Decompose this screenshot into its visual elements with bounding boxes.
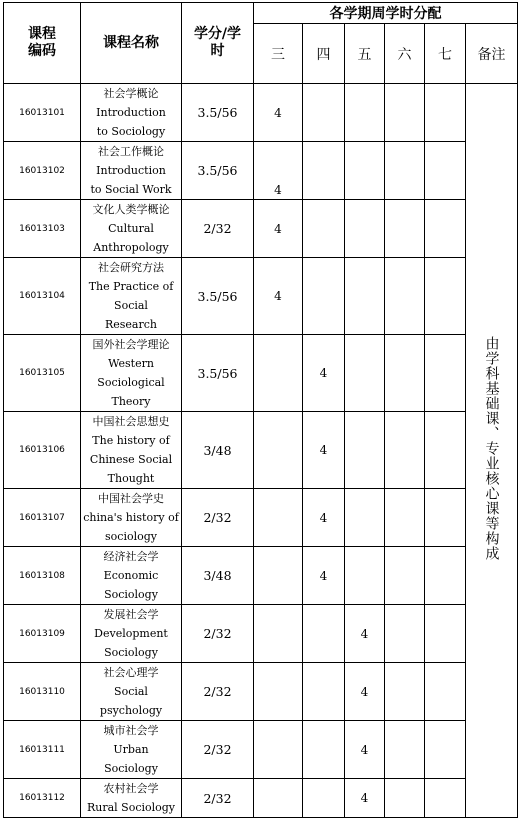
table-row — [4, 142, 518, 200]
course-credit: 3/48 — [182, 547, 254, 605]
course-credit: 2/32 — [182, 489, 254, 547]
course-name-cn: 社会工作概论 — [98, 145, 164, 158]
course-credit: 2/32 — [182, 779, 254, 818]
course-name — [81, 721, 182, 779]
course-code: 16013106 — [4, 412, 81, 489]
semester-hours-3 — [254, 721, 303, 779]
course-name — [81, 605, 182, 663]
header-semester-7: 七 — [425, 24, 466, 84]
semester-hours-6 — [385, 200, 425, 258]
semester-hours-6 — [385, 84, 425, 142]
course-name-en: china's history of — [83, 511, 179, 524]
semester-hours-4 — [303, 779, 345, 818]
course-code: 16013108 — [4, 547, 81, 605]
course-schedule-table — [3, 2, 518, 818]
course-name — [81, 142, 182, 200]
table-row — [4, 489, 518, 547]
semester-hours-7 — [425, 779, 466, 818]
course-name-en: sociology — [105, 530, 157, 543]
course-name-cn: 社会学概论 — [103, 87, 159, 100]
semester-hours-7 — [425, 489, 466, 547]
course-name-en: Development — [94, 627, 168, 640]
course-name-en: Cultural — [108, 222, 154, 235]
course-table-body — [4, 84, 518, 818]
course-name-cn: 文化人类学概论 — [92, 203, 170, 216]
course-name-cn: 中国社会思想史 — [92, 415, 170, 428]
course-name — [81, 663, 182, 721]
semester-hours-3 — [254, 335, 303, 412]
semester-hours-6 — [385, 663, 425, 721]
remark-cell — [466, 84, 518, 818]
semester-hours-3 — [254, 779, 303, 818]
semester-hours-5 — [345, 547, 385, 605]
semester-hours-7 — [425, 605, 466, 663]
course-name-cn: 发展社会学 — [103, 608, 159, 621]
course-name-cn: 城市社会学 — [103, 724, 159, 737]
semester-hours-4 — [303, 663, 345, 721]
header-semester-6: 六 — [385, 24, 425, 84]
semester-hours-4: 4 — [303, 489, 345, 547]
table-row — [4, 547, 518, 605]
semester-hours-4 — [303, 258, 345, 335]
remark-text: 由学科基础课、专业核心课等构成 — [483, 336, 500, 561]
semester-hours-5: 4 — [345, 663, 385, 721]
semester-hours-6 — [385, 547, 425, 605]
semester-hours-3 — [254, 663, 303, 721]
semester-hours-3 — [254, 605, 303, 663]
course-name-en: psychology — [99, 704, 163, 717]
course-name-en: Introduction — [96, 164, 166, 177]
course-name-en: Research — [104, 318, 157, 331]
table-row — [4, 721, 518, 779]
course-credit: 2/32 — [182, 721, 254, 779]
course-credit: 2/32 — [182, 663, 254, 721]
semester-hours-6 — [385, 142, 425, 200]
course-name — [81, 335, 182, 412]
semester-hours-7 — [425, 258, 466, 335]
course-name-en: Social — [114, 685, 148, 698]
course-name — [81, 489, 182, 547]
course-code: 16013102 — [4, 142, 81, 200]
semester-hours-7 — [425, 84, 466, 142]
semester-hours-5 — [345, 200, 385, 258]
course-name-en: Rural Sociology — [86, 801, 176, 814]
semester-hours-5 — [345, 84, 385, 142]
semester-hours-3: 4 — [254, 200, 303, 258]
course-credit: 3.5/56 — [182, 258, 254, 335]
semester-hours-4 — [303, 84, 345, 142]
header-semester-5: 五 — [345, 24, 385, 84]
semester-hours-3: 4 — [254, 142, 303, 200]
semester-hours-5: 4 — [345, 779, 385, 818]
semester-hours-7 — [425, 663, 466, 721]
semester-hours-5 — [345, 142, 385, 200]
table-row — [4, 412, 518, 489]
course-code: 16013104 — [4, 258, 81, 335]
table-row — [4, 335, 518, 412]
course-name-en: Thought — [107, 472, 155, 485]
course-code: 16013111 — [4, 721, 81, 779]
semester-hours-3 — [254, 547, 303, 605]
semester-hours-5 — [345, 489, 385, 547]
course-name-en: The history of — [92, 434, 170, 447]
course-name-cn: 社会心理学 — [103, 666, 159, 679]
semester-hours-3 — [254, 489, 303, 547]
course-name-en: Sociology — [104, 646, 158, 659]
course-name — [81, 779, 182, 818]
course-name-cn: 国外社会学理论 — [92, 338, 170, 351]
semester-hours-6 — [385, 489, 425, 547]
semester-hours-4 — [303, 605, 345, 663]
course-credit: 3/48 — [182, 412, 254, 489]
course-name-cn: 社会研究方法 — [98, 261, 164, 274]
table-row — [4, 84, 518, 142]
semester-hours-4: 4 — [303, 547, 345, 605]
semester-hours-6 — [385, 412, 425, 489]
course-name — [81, 84, 182, 142]
semester-hours-4 — [303, 200, 345, 258]
course-name-en: Sociology — [104, 588, 158, 601]
semester-hours-5 — [345, 412, 385, 489]
table-row — [4, 605, 518, 663]
semester-hours-4: 4 — [303, 412, 345, 489]
course-code: 16013110 — [4, 663, 81, 721]
course-name-en: to Sociology — [96, 125, 166, 138]
course-credit: 3.5/56 — [182, 142, 254, 200]
semester-hours-7 — [425, 547, 466, 605]
header-semester-4: 四 — [303, 24, 345, 84]
header-semester-group: 各学期周学时分配 — [254, 3, 518, 24]
course-credit: 2/32 — [182, 605, 254, 663]
course-code: 16013107 — [4, 489, 81, 547]
course-name — [81, 412, 182, 489]
header-code-text: 课程编码 — [28, 26, 56, 59]
course-name — [81, 258, 182, 335]
course-name-en: Western — [108, 357, 154, 370]
semester-hours-6 — [385, 258, 425, 335]
semester-hours-6 — [385, 779, 425, 818]
semester-hours-7 — [425, 335, 466, 412]
header-credit — [182, 3, 254, 84]
course-name — [81, 200, 182, 258]
course-name-en: Social — [114, 299, 148, 312]
table-row — [4, 779, 518, 818]
header-semester-3: 三 — [254, 24, 303, 84]
course-name-cn: 中国社会学史 — [98, 492, 164, 505]
course-code: 16013112 — [4, 779, 81, 818]
semester-hours-5: 4 — [345, 721, 385, 779]
course-name-en: Chinese Social — [89, 453, 173, 466]
course-name-en: Introduction — [96, 106, 166, 119]
header-name: 课程名称 — [81, 3, 182, 84]
semester-hours-7 — [425, 142, 466, 200]
header-code — [4, 3, 81, 84]
course-name-cn: 经济社会学 — [103, 550, 159, 563]
course-credit: 3.5/56 — [182, 335, 254, 412]
course-name-en: to Social Work — [90, 183, 172, 196]
semester-hours-5 — [345, 258, 385, 335]
course-name-cn: 农村社会学 — [103, 782, 159, 795]
course-name-en: Urban — [113, 743, 149, 756]
course-name-en: Theory — [111, 395, 151, 408]
course-code: 16013103 — [4, 200, 81, 258]
semester-hours-4: 4 — [303, 335, 345, 412]
course-name-en: Economic — [103, 569, 159, 582]
table-row — [4, 663, 518, 721]
table-row — [4, 200, 518, 258]
header-remark: 备注 — [466, 24, 518, 84]
semester-hours-5 — [345, 335, 385, 412]
semester-hours-3: 4 — [254, 84, 303, 142]
course-credit: 3.5/56 — [182, 84, 254, 142]
course-code: 16013101 — [4, 84, 81, 142]
semester-hours-7 — [425, 200, 466, 258]
semester-hours-7 — [425, 412, 466, 489]
semester-hours-6 — [385, 721, 425, 779]
semester-hours-4 — [303, 142, 345, 200]
semester-hours-3 — [254, 412, 303, 489]
course-name-en: The Practice of — [88, 280, 174, 293]
course-credit: 2/32 — [182, 200, 254, 258]
course-name-en: Anthropology — [93, 241, 169, 254]
semester-hours-6 — [385, 335, 425, 412]
header-credit-text: 学分/学时 — [193, 26, 242, 59]
table-row — [4, 258, 518, 335]
course-name-en: Sociology — [104, 762, 158, 775]
semester-hours-4 — [303, 721, 345, 779]
course-code: 16013109 — [4, 605, 81, 663]
course-code: 16013105 — [4, 335, 81, 412]
semester-hours-5: 4 — [345, 605, 385, 663]
semester-hours-7 — [425, 721, 466, 779]
course-name-en: Sociological — [97, 376, 165, 389]
semester-hours-6 — [385, 605, 425, 663]
semester-hours-3: 4 — [254, 258, 303, 335]
course-name — [81, 547, 182, 605]
